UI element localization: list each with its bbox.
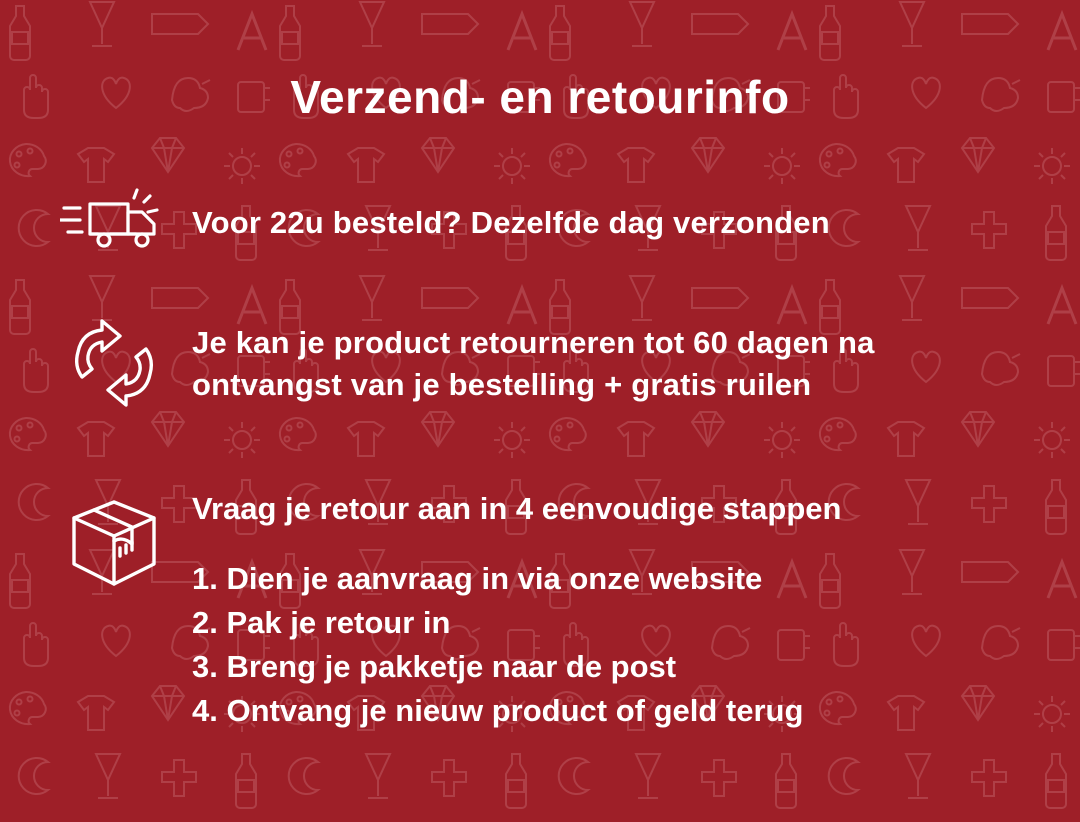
returns-row [58, 318, 1058, 410]
list-item: 2. Pak je retour in [192, 605, 451, 641]
list-item: 1. Dien je aanvraag in via onze website [192, 561, 763, 597]
returns-text: Je kan je product retourneren tot 60 dagen na ontvangst van je bestelling + gratis ruilen [192, 325, 875, 402]
shipping-row [58, 188, 1038, 258]
delivery-truck-icon [58, 188, 170, 258]
list-item: 4. Ontvang je nieuw product of geld terug [192, 693, 804, 729]
steps-row [58, 490, 1058, 733]
steps-list [192, 557, 841, 733]
parcel-box-icon [58, 490, 170, 592]
list-item: 3. Breng je pakketje naar de post [192, 649, 677, 685]
shipping-text: Voor 22u besteld? Dezelfde dag verzonden [192, 205, 830, 241]
banner-title: Verzend- en retourinfo [290, 71, 790, 123]
steps-heading: Vraag je retour aan in 4 eenvoudige stappen [192, 491, 842, 526]
return-arrows-icon [58, 318, 170, 410]
